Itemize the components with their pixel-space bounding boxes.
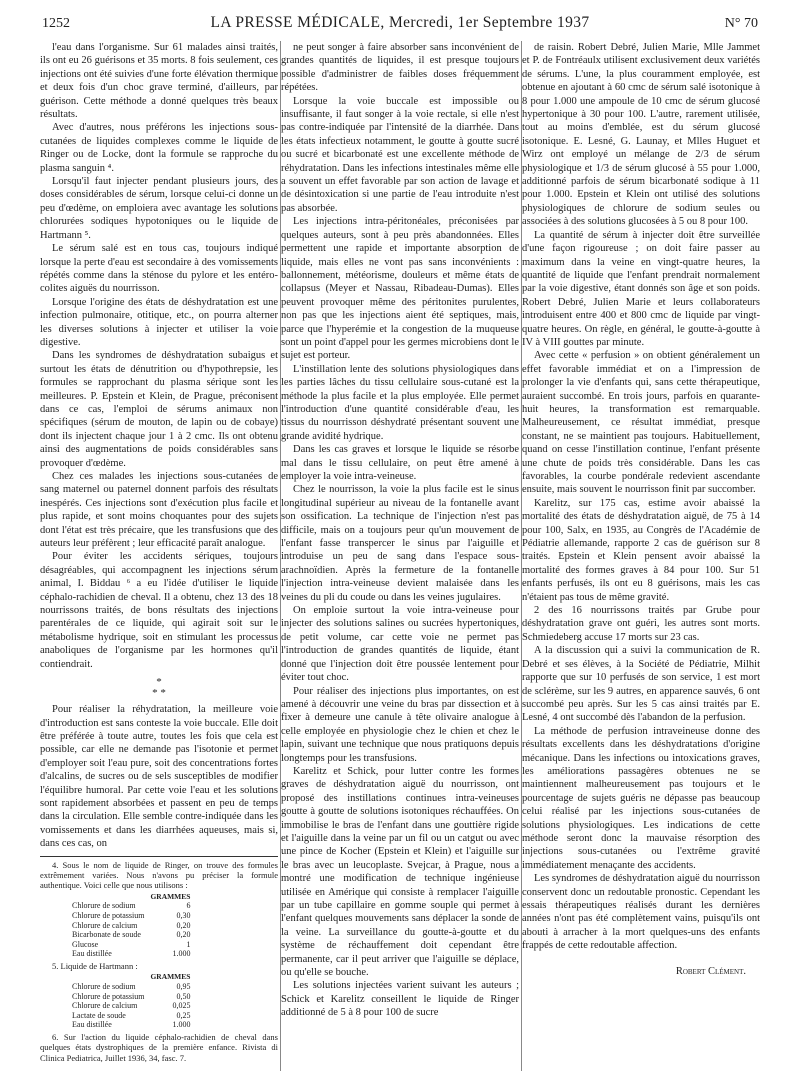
paragraph: Le sérum salé est en tous cas, toujours indiqué lorsque la perte d'eau est secondaire à des vomissements répétés comme dans la sténose du pylore et les entéro-colites aiguës du nourrisson.: [40, 243, 278, 295]
ringer-formula-table: [66, 892, 190, 959]
paragraph: La quantité de sérum à injecter doit être surveillée d'une façon rigoureuse ; on doit faire passer au maximum dans la veine en vingt-quatre heures, la quantité de liquide que l'enfant prendrait normalement par la voie digestive, étant donnés son âge et son poids. Robert Debré, Julien Marie et leurs collaborateurs introduisent entre 400 et 800 cmc de liquide par vingt-quatre heures. On règle, en général, le goutte-à-goutte à IV à VIII gouttes par minute.: [522, 229, 760, 348]
formula-row: Eau distillée 1.000: [72, 1020, 191, 1030]
column-1: [40, 41, 278, 1071]
formula-row: Chlorure de potassium 0,30: [72, 910, 191, 920]
formula-row: Chlorure de calcium 0,20: [72, 920, 191, 930]
section-separator: [40, 677, 278, 699]
paragraph: Pour réaliser des injections plus importantes, on est amené à découvrir une veine du bras par dissection et à fixer à demeure une canule à tête olivaire analogue à celle employée en physiologie chez le chien et chez le lapin, suivant une technique que nous pratiquons depuis longtemps pour les transfusions.: [281, 685, 519, 764]
page-number: 1252: [42, 16, 70, 31]
separator-stars: * *: [152, 687, 166, 700]
formula-row: Glucose 1: [72, 939, 191, 949]
paragraph: Les injections intra-péritonéales, préconisées par quelques auteurs, sont à peu près abandonnées. Elles permettent une rapide et importante absorption de liquide, mais elles ne vont pas sans inconvénients : ballonnement, météorisme, douleurs et même états de collapsus (Meyer et Nassau, Ribadeau-Dumas). Elles peuvent provoquer même des péritonites purulentes, non pas que les injections aient été septiques, mais, parce que l'hyperémie et la congestion de la muqueuse sont un point d'appel pour les germes microbiens dont le sujet est porteur.: [281, 216, 519, 362]
paragraph: A la discussion qui a suivi la communication de R. Debré et ses élèves, à la Société de Pédiatrie, Milhit rapporte que sur 10 perfusés de son service, 1 est mort de sclérème, sur les 9 autres, en apparence sauvés, 6 ont succombé peu après. Sur les 5 cas ainsi traités par E. Lesné, 4 ont succombé dès l'abandon de la perfusion.: [522, 645, 760, 724]
paragraph: Pour éviter les accidents sériques, toujours désagréables, qui accompagnent les injections sérum animal, I. Biddau ⁶ a eu l'idée d'utiliser le liquide céphalo-rachidien de cheval. Il a obtenu, chez 13 des 18 nourrissons traités, de bons résultats des injections parentérales de ce liquide, qui agirait soit sur le métabolisme hydrique, soit en stimulant les processus anaboliques de l'organisme par les hormones qu'il contiendrait.: [40, 551, 278, 670]
paragraph: Dans les syndromes de déshydratation subaigus et surtout les états de dénutrition ou d'hypothrepsie, les formules se rapprochant du plasma sérique sont les meilleures. P. Epstein et Klein, de Prague, préconisent dans ce cas, l'emploi de sérums animaux non spécifiques (sérum de mouton, de lapin ou de cobaye) dont ils injectent chaque jour 1 à 2 cmc. Ils ont obtenu ainsi des augmentations de poids considérables sans provoquer d'œdème.: [40, 350, 278, 469]
hartmann-formula-table: [66, 972, 190, 1030]
formula-row: Eau distillée 1.000: [72, 949, 191, 959]
footnote-6: 6. Sur l'action du liquide céphalo-rachidien de cheval dans quelques états dystrophiques de la première enfance. Rivista di Clinica Pediatrica, Juillet 1936, 34, fasc. 7.: [40, 1031, 278, 1063]
paragraph: Chez ces malades les injections sous-cutanées de sang maternel ou paternel donnent parfois des résultats inespérés. Ces injections sont d'exécution plus facile et plus rapide, et sont moins choquantes pour des sujets dont l'état est très précaire, que les transfusions que des auteurs leur préfèrent ; leur efficacité paraît analogue.: [40, 471, 278, 550]
author-signature: Robert Clément.: [675, 965, 746, 977]
formula-row: Chlorure de calcium 0,025: [72, 1001, 191, 1011]
paragraph: Pour réaliser la réhydratation, la meilleure voie d'introduction est sans conteste la voie buccale. Elle doit être préférée à toute autre, toutes les fois que cela est possible, car elle ne demande pas l'isotonie et permet d'employer soit l'eau pure, soit des concentrations fortes d'alcalins, de sucres ou de sels susceptibles de modifier l'équilibre humoral. Par cette voie l'eau et les solutions sont rapidement absorbées et passent en peu de temps dans la circulation. Elle semble contre-indiquée dans les vomissements et dans les diarrhées aqueuses, mais si, dans ces cas, on: [40, 704, 278, 850]
formula-row: Chlorure de potassium 0,50: [72, 991, 191, 1001]
paragraph: Les syndromes de déshydratation aiguë du nourrisson conservent donc un redoutable pronostic. Cependant les essais thérapeutiques réalisés durant les dernières années n'ont pas été complètement vains, puisqu'ils ont abouti à arracher à la mort quelques-uns des enfants frappés de cette redoutable affection.: [522, 873, 760, 952]
paragraph: On emploie surtout la voie intra-veineuse pour injecter des solutions salines ou sucrées hypertoniques, de petit volume, car cette voie ne permet pas l'introduction de grandes quantités de liquide, étant donné que l'injection doit être poussée lentement pour éviter tout choc.: [281, 605, 519, 684]
journal-title: LA PRESSE MÉDICALE, Mercredi, 1er Septembre 1937: [210, 14, 590, 31]
paragraph: Karelitz et Schick, pour lutter contre les formes graves de déshydratation aiguë du nourrisson, ont proposé des instillations continues intra-veineuses goutte à goutte de solutions isotoniques réchauffées. On immobilise le bras de l'enfant dans une gouttière rigide et l'aiguille dans la veine par un fil ou un catgut ou avec une pince de Kocher (Epstein et Klein) et l'aiguille sur le bras avec un leucoplaste. Svejcar, à Prague, nous a montré une modification de technique ingénieuse utilisée en Amérique qui consiste à remplacer l'aiguille par un tube capillaire en gomme souple qui permet à l'enfant quelques mouvements sans déplacer la sonde de la veine. La surveillance du goutte-à-goutte et du système de réchauffement doit cependant être permanente, car il peut arriver que l'aiguille se déplace, ou qu'elle se bouche.: [281, 765, 519, 979]
paragraph: 2 des 16 nourrissons traités par Grube pour déshydratation grave ont guéri, les autres sont morts. Schmiedeberg accuse 17 morts sur 23 cas.: [522, 605, 760, 643]
formula-row: Bicarbonate de soude 0,20: [72, 930, 191, 940]
paragraph: Les solutions injectées varient suivant les auteurs ; Schick et Karelitz conseillent le liquide de Ringer additionné de 5 à 8 pour 100 de sucre: [281, 980, 519, 1019]
paragraph: de raisin. Robert Debré, Julien Marie, Mlle Jammet et P. de Fontréaulx utilisent exclusivement deux variétés de sérums. L'une, la plus couramment employée, est obtenue en ajoutant à 60 cmc de sérum salé isotonique à 8 pour 1.000 une ampoule de 10 cmc de sérum glucosé hypertonique à 30 pour 100. L'autre, rarement utilisée, tout au moins d'emblée, est du sérum glucosé isotonique. E. Lesné, G. Launay, et Mlles Huguet et Wirz ont employé un mélange de 2/3 de sérum physiologique et 1/3 de sérum glucosé à 55 pour 1.000, additionné parfois de sérum bicarbonaté sodique à 11 pour 1.000. Epstein et Klein ont utilisé des solutions physiologiques de chlorure de sodium seules ou associées à des solutions glucosées à 5 ou 8 pour 100.: [522, 42, 760, 228]
issue-number: N° 70: [724, 16, 758, 31]
column-2: [281, 41, 519, 1071]
formula-row: Chlorure de sodium 0,95: [72, 981, 191, 991]
footnote-5: 5. Liquide de Hartmann :: [52, 960, 138, 971]
formula-row: Chlorure de sodium 6: [72, 901, 191, 911]
footnote-4: 4. Sous le nom de liquide de Ringer, on trouve des formules extrêmement variées. Nous n'avons pu préciser la formule authentique. Voici celle que nous utilisons :: [40, 859, 278, 891]
paragraph: Lorsque l'origine des états de déshydratation est une infection pulmonaire, otitique, etc., on pourra alterner les diverses solutions à injecter et utiliser la voie digestive.: [40, 296, 278, 348]
separator-star: *: [156, 676, 162, 689]
paragraph: Chez le nourrisson, la voie la plus facile est le sinus longitudinal supérieur au niveau de la fontanelle avant son ossification. La technique de l'injection n'est pas difficile, mais on a toujours peur qu'un mouvement de l'enfant fasse transpercer le sinus par l'aiguille et introduise un peu de sang dans l'espace sous-arachnoïdien. Après la fermeture de la fontanelle l'injection intra-veineuse devient malaisée dans les veines du pli du coude ou dans les veines jugulaires.: [281, 484, 519, 603]
paragraph: Avec cette « perfusion » on obtient généralement un effet favorable immédiat et on a l'impression de prolonger la vie d'enfants qui, sans cette thérapeutique, auraient succombé. En trois jours, parfois en quarante-huit heures, la transformation est remarquable. Malheureusement, ce résultat immédiat, presque constant, ne se maintient pas toujours. Habituellement, quand on cesse l'instillation continue, l'enfant présente une chute de poids très considérable. Dans les cas favorables, la courbe pondérale redevient ascendante ensuite, mais souvent le nourrisson finit par succomber.: [522, 350, 760, 496]
formula-row: Lactate de soude 0,25: [72, 1010, 191, 1020]
paragraph: Dans les cas graves et lorsque le liquide se résorbe mal dans le tissu cellulaire, on peut être amené à employer la voie intra-veineuse.: [281, 444, 519, 482]
paragraph: La méthode de perfusion intraveineuse donne des résultats excellents dans les déshydratations d'origine mécanique. Dans les infections ou intoxications graves, les améliorations passagères obtenues ne se maintiennent malheureusement pas toujours et le pourcentage de sujets guéris ne dépasse pas beaucoup celui réalisé par les injections sous-cutanées de solutions physiologiques. Les indications de cette méthode seront donc la mauvaise résorption des injections sous-cutanées ou l'extrême gravité immédiatement menaçante des accidents.: [522, 725, 760, 871]
paragraph: Avec d'autres, nous préférons les injections sous-cutanées de liquides complexes comme le liquide de Ringer ou de Locke, dont la formule se rapproche du plasma sanguin ⁴.: [40, 122, 278, 174]
paragraph: Lorsque la voie buccale est impossible ou insuffisante, il faut songer à la voie rectale, si elle n'est pas contre-indiquée par l'intensité de la diarrhée. Dans les états infectieux notamment, le goutte à goutte sucré ou sucré et bicarbonaté est une excellente méthode de réhydratation. Dans les infections intestinales même elle a souvent un effet favorable par son action de lavage et de désintoxication si une partie de l'eau introduite n'est pas absorbée.: [281, 95, 519, 214]
paragraph: Karelitz, sur 175 cas, estime avoir abaissé la mortalité des états de déshydratation aiguë, de 75 à 14 pour 100, Salx, en 1935, au Congrès de l'Académie de Pédiatrie allemande, rapporte 2 cas de guérison sur 8 traités. Epstein et Klein pensent avoir abaissé la mortalité des formes graves à 84 pour 100. Sur 51 enfants perfusés, ils ont eu 8 guérisons, mais les cas n'étaient pas tous de même gravité.: [522, 497, 760, 603]
formula-unit: GRAMMES: [150, 891, 191, 901]
paragraph: ne peut songer à faire absorber sans inconvénient de grandes quantités de liquides, il est presque toujours possible d'administrer de faibles doses fréquemment répétées.: [281, 42, 519, 94]
page-header: [40, 12, 760, 36]
formula-unit: GRAMMES: [150, 972, 191, 982]
paragraph: L'instillation lente des solutions physiologiques dans les parties lâches du tissu cellulaire sous-cutané est la méthode la plus facile et la plus employée. Elle permet l'introduction d'une quantité considérable d'eau, les tissus du nourrisson déshydraté présentant souvent une grande avidité hydrique.: [281, 363, 519, 442]
footnote-rule: [40, 856, 278, 857]
column-3: [522, 41, 760, 1071]
paragraph: Lorsqu'il faut injecter pendant plusieurs jours, des doses considérables de sérum, lorsque celui-ci donne un peu d'œdème, on emploiera avec avantage les solutions chlorurées sodiques hypotoniques ou le liquide de Hartmann ⁵.: [40, 176, 278, 241]
paragraph: l'eau dans l'organisme. Sur 61 malades ainsi traités, ils ont eu 26 guérisons et 35 morts. 8 fois seulement, ces injections ont été suivies d'une forte élévation thermique et deux fois d'un choc grave terminé, d'ailleurs, par guérison. Cette méthode a donné quelques très beaux résultats.: [40, 42, 278, 121]
